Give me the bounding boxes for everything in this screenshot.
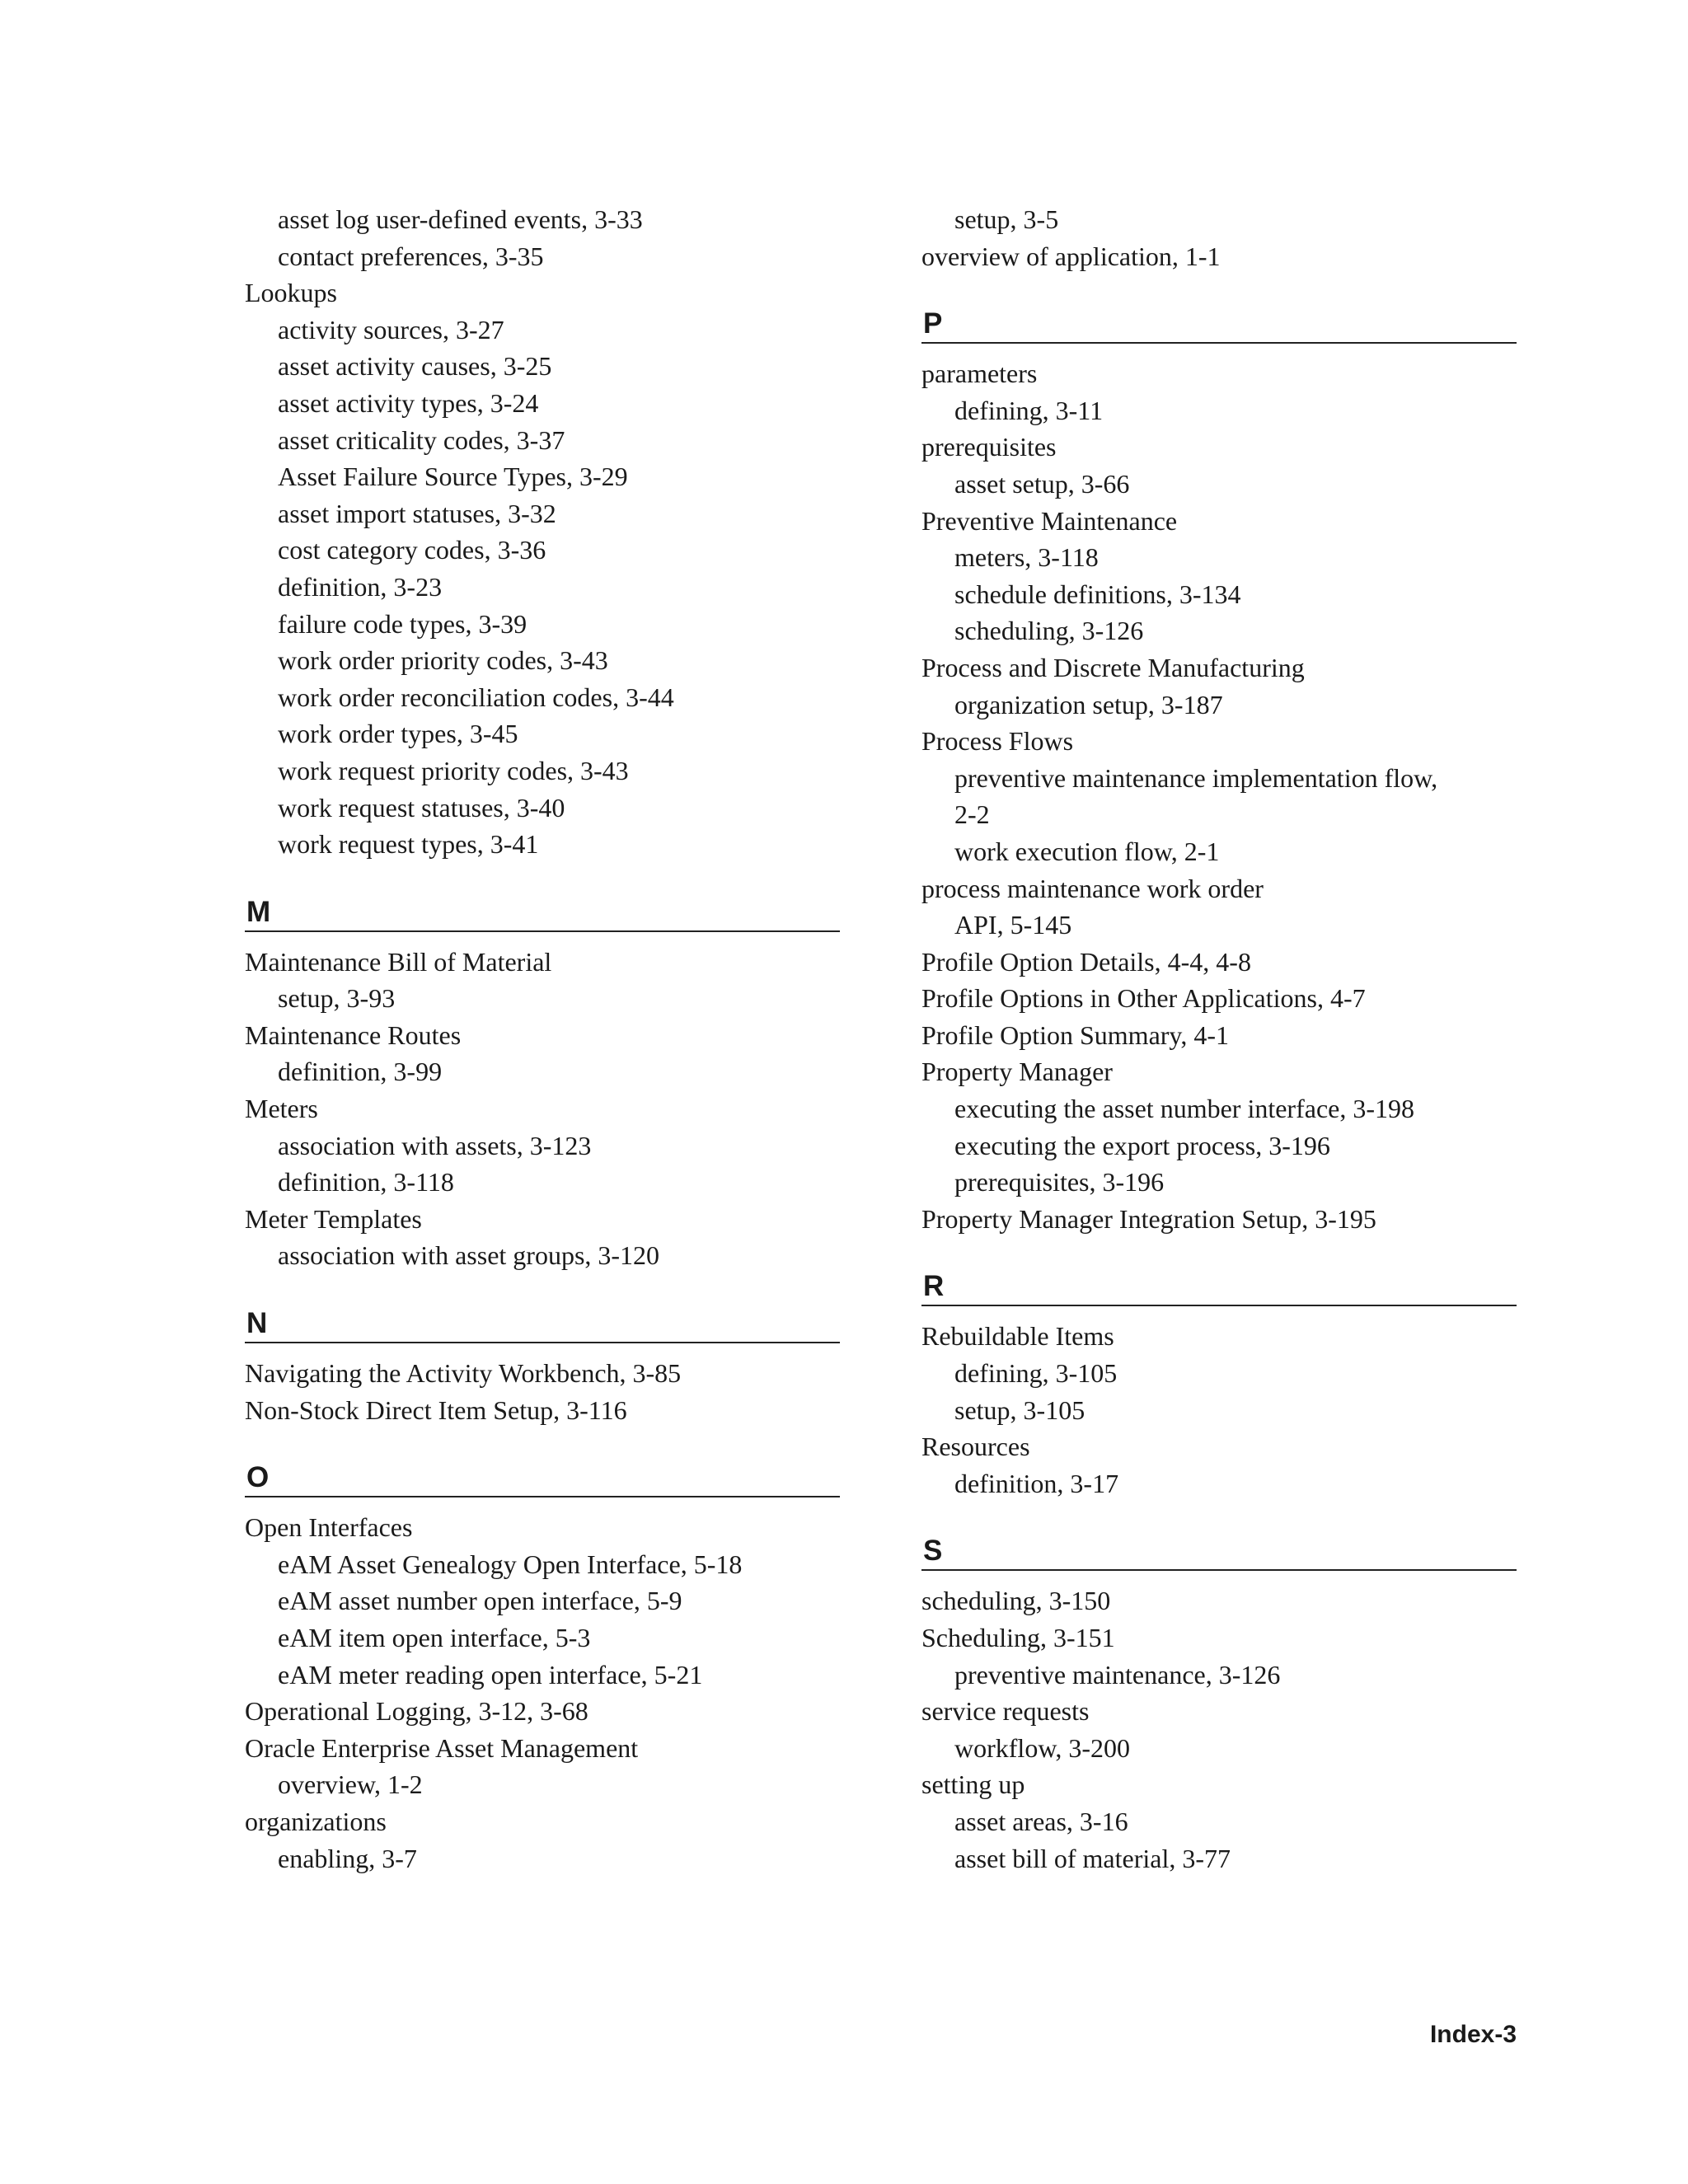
index-entry: Rebuildable Items [921, 1321, 1114, 1352]
index-entry: Process and Discrete Manufacturing [921, 652, 1305, 682]
index-section [921, 1268, 1517, 1502]
index-subentry: executing the asset number interface, 3-198 [954, 1094, 1414, 1124]
index-subentry: asset activity causes, 3-25 [278, 351, 552, 382]
index-subentry: setup, 3-5 [954, 204, 1059, 234]
section-letter-heading: R [921, 1268, 1517, 1306]
index-subentry: setup, 3-93 [278, 983, 396, 1014]
index-subentry: eAM Asset Genealogy Open Interface, 5-18 [278, 1549, 743, 1579]
index-subentry: eAM meter reading open interface, 5-21 [278, 1659, 703, 1690]
index-subentry: work request statuses, 3-40 [278, 792, 565, 823]
index-subentry: work request types, 3-41 [278, 829, 539, 860]
index-section [245, 894, 840, 1274]
index-subentry: API, 5-145 [954, 910, 1072, 940]
index-subentry: meters, 3-118 [954, 542, 1099, 573]
index-entry: Profile Option Details, 4-4, 4-8 [921, 946, 1251, 977]
index-entry: Meters [245, 1094, 318, 1124]
index-subentry: asset setup, 3-66 [954, 468, 1130, 499]
index-subentry: 2-2 [954, 799, 990, 830]
index-subentry: scheduling, 3-126 [954, 616, 1144, 646]
index-subentry: asset log user-defined events, 3-33 [278, 204, 643, 234]
index-subentry: definition, 3-118 [278, 1167, 454, 1197]
index-entry: overview of application, 1-1 [921, 241, 1221, 271]
index-sections [245, 894, 840, 1877]
index-subentry: asset bill of material, 3-77 [954, 1843, 1231, 1873]
index-entry: Scheduling, 3-151 [921, 1623, 1115, 1652]
index-entry: Open Interfaces [245, 1512, 413, 1543]
index-entry: prerequisites [921, 432, 1057, 462]
index-subentry: workflow, 3-200 [954, 1732, 1130, 1763]
index-subentry: eAM asset number open interface, 5-9 [278, 1586, 682, 1616]
index-subentry: association with assets, 3-123 [278, 1130, 592, 1160]
index-subentry: work execution flow, 2-1 [954, 836, 1220, 866]
index-subentry: preventive maintenance, 3-126 [954, 1659, 1281, 1690]
index-column-right [921, 201, 1517, 1877]
index-column-left [245, 201, 840, 1877]
index-subentry: cost category codes, 3-36 [278, 535, 546, 565]
index-entry: Preventive Maintenance [921, 505, 1178, 536]
index-subentry: schedule definitions, 3-134 [954, 579, 1241, 609]
index-entry: Oracle Enterprise Asset Management [245, 1732, 639, 1763]
index-subentry: organization setup, 3-187 [954, 689, 1223, 719]
index-entry: Lookups [245, 278, 337, 308]
index-entry: Profile Options in Other Applications, 4-7 [921, 983, 1366, 1014]
section-letter-heading: S [921, 1533, 1517, 1571]
index-sections [921, 306, 1517, 1877]
index-subentry: enabling, 3-7 [278, 1843, 417, 1873]
index-subentry: eAM item open interface, 5-3 [278, 1623, 591, 1652]
section-letter-heading: M [245, 894, 840, 932]
index-subentry: Asset Failure Source Types, 3-29 [278, 462, 628, 492]
index-subentry: definition, 3-99 [278, 1057, 443, 1087]
index-entry: Process Flows [921, 726, 1074, 757]
index-subentry: defining, 3-11 [954, 395, 1104, 425]
index-section [921, 306, 1517, 1237]
index-subentry: overview, 1-2 [278, 1769, 423, 1800]
index-entry: Profile Option Summary, 4-1 [921, 1019, 1229, 1050]
index-subentry: preventive maintenance implementation flow, [954, 762, 1438, 793]
index-top-entries [921, 201, 1517, 274]
index-subentry: asset activity types, 3-24 [278, 387, 539, 418]
index-entry: Non-Stock Direct Item Setup, 3-116 [245, 1394, 627, 1425]
index-subentry: definition, 3-17 [954, 1468, 1119, 1498]
index-subentry: work request priority codes, 3-43 [278, 755, 629, 785]
index-entry: Navigating the Activity Workbench, 3-85 [245, 1358, 682, 1389]
index-entry: Maintenance Bill of Material [245, 946, 552, 977]
index-subentry: asset areas, 3-16 [954, 1806, 1128, 1836]
index-subentry: association with asset groups, 3-120 [278, 1240, 660, 1271]
index-section [921, 1533, 1517, 1877]
index-top-entries [245, 201, 840, 863]
index-section [245, 1460, 840, 1877]
index-subentry: work order reconciliation codes, 3-44 [278, 682, 674, 712]
index-entry: setting up [921, 1769, 1025, 1800]
index-entry: scheduling, 3-150 [921, 1586, 1111, 1616]
index-entry: Property Manager [921, 1057, 1113, 1087]
index-subentry: work order priority codes, 3-43 [278, 645, 608, 676]
index-subentry: contact preferences, 3-35 [278, 241, 544, 271]
index-entry: Resources [921, 1432, 1030, 1462]
index-entry: process maintenance work order [921, 873, 1264, 903]
index-entry: Property Manager Integration Setup, 3-195 [921, 1203, 1376, 1234]
index-subentry: prerequisites, 3-196 [954, 1167, 1165, 1197]
index-entry: parameters [921, 359, 1038, 389]
section-letter-heading: O [245, 1460, 840, 1497]
index-entry: Meter Templates [245, 1203, 422, 1234]
section-letter-heading: P [921, 306, 1517, 344]
section-letter-heading: N [245, 1305, 840, 1343]
index-subentry: setup, 3-105 [954, 1394, 1085, 1425]
index-subentry: failure code types, 3-39 [278, 608, 528, 639]
index-subentry: defining, 3-105 [954, 1358, 1118, 1389]
index-subentry: executing the export process, 3-196 [954, 1130, 1330, 1160]
index-entry: organizations [245, 1806, 387, 1836]
index-subentry: definition, 3-23 [278, 571, 443, 602]
index-subentry: work order types, 3-45 [278, 719, 518, 749]
index-section [245, 1305, 840, 1428]
index-subentry: asset import statuses, 3-32 [278, 498, 556, 528]
index-entry: Maintenance Routes [245, 1019, 462, 1050]
index-subentry: asset criticality codes, 3-37 [278, 424, 565, 455]
index-entry: Operational Logging, 3-12, 3-68 [245, 1696, 588, 1727]
page-number: Index-3 [1429, 2021, 1517, 2048]
index-subentry: activity sources, 3-27 [278, 314, 504, 344]
index-entry: service requests [921, 1696, 1090, 1727]
